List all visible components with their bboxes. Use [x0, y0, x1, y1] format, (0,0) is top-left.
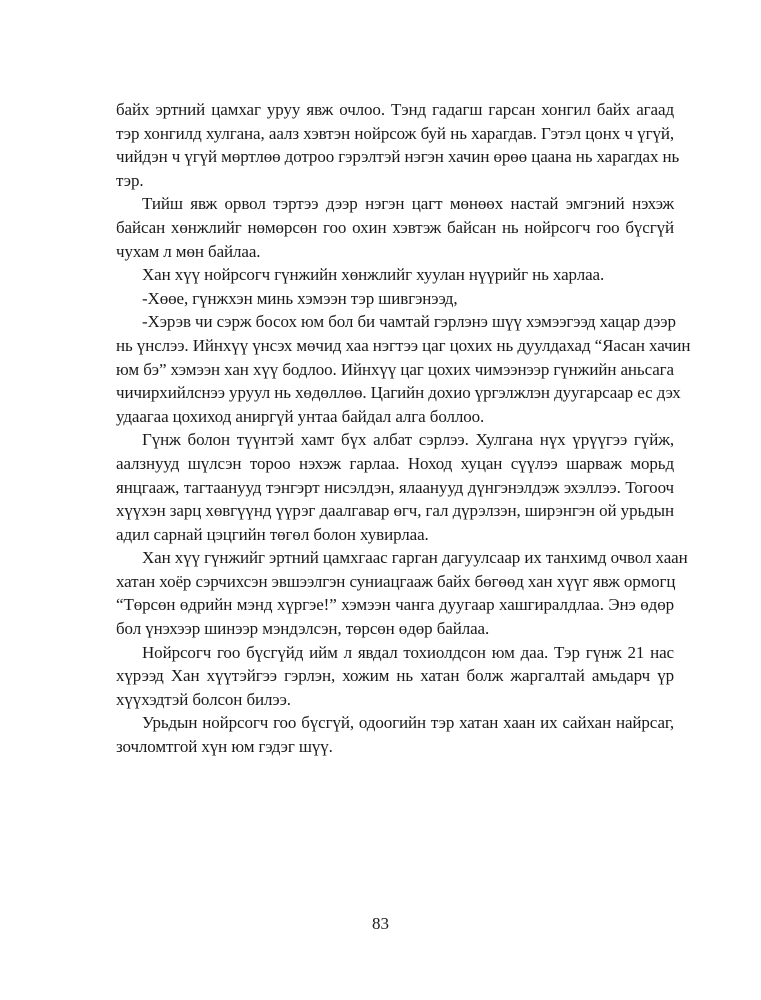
- body-text: [116, 98, 691, 759]
- paragraph: [116, 192, 674, 263]
- page-number: 83: [372, 914, 389, 933]
- text-line: тэр хонгилд хулгана, аалз хэвтэн нойрсож буй нь харагдав. Гэтэл цонх ч үгүй,: [116, 123, 674, 143]
- text-line: удаагаа цохиход аниргүй унтаа байдал алга боллоо.: [116, 406, 485, 426]
- text-line: чийдэн ч үгүй мөртлөө дотроо гэрэлтэй нэгэн хачин өрөө цаана нь харагдах нь: [116, 147, 680, 167]
- paragraph: [116, 263, 674, 287]
- paragraph: [116, 310, 691, 428]
- text-line: аалзнууд шүлсэн тороо нэхэж гарлаа. Ноход хуцан сүүлээ шарваж морьд: [116, 453, 674, 473]
- text-line: Хан хүү нойрсогч гүнжийн хөнжлийг хуулан нүүрийг нь харлаа.: [142, 265, 605, 285]
- text-line: Гүнж болон түүнтэй хамт бүх албат сэрлээ. Хулгана нүх үрүүгээ гүйж,: [142, 430, 674, 450]
- paragraph: [116, 546, 688, 640]
- text-line: хатан хоёр сэрчихсэн эвшээлгэн суниацгааж байх бөгөөд хан хүүг явж ормогц: [116, 571, 676, 591]
- text-line: “Төрсөн өдрийн мэнд хүргэе!” хэмээн чанга дуугаар хашгиралдлаа. Энэ өдөр: [116, 595, 674, 615]
- text-line: адил сарнай цэцгийн төгөл болон хувирлаа.: [116, 524, 429, 544]
- text-line: чухам л мөн байлаа.: [116, 241, 261, 261]
- paragraph: [116, 287, 674, 311]
- paragraph: [116, 98, 680, 192]
- text-line: зочломтгой хүн юм гэдэг шүү.: [116, 737, 333, 757]
- paragraph: [116, 428, 674, 546]
- text-line: байх эртний цамхаг уруу явж очлоо. Тэнд гадагш гарсан хонгил байх агаад: [116, 100, 674, 119]
- text-line: юм бэ” хэмээн хан хүү бодлоо. Ийнхүү цаг цохих чимээнээр гүнжийн аньсага: [116, 359, 674, 379]
- paragraph: [116, 641, 674, 712]
- text-line: Хан хүү гүнжийг эртний цамхгаас гарган дагуулсаар их танхимд очвол хаан: [142, 548, 688, 568]
- text-line: байсан хөнжлийг нөмөрсөн гоо охин хэвтэж байсан нь нойрсогч гоо бүсгүй: [116, 217, 674, 237]
- text-line: хүүхэн зарц хөвгүүнд үүрэг даалгавар өгч, гал дүрэлзэн, ширэнгэн ой урьдын: [116, 501, 674, 521]
- text-line: янцгааж, тагтаанууд тэнгэрт нисэлдэн, ялаанууд дүнгэнэлдэж эхэллээ. Тогооч: [116, 477, 674, 497]
- paragraph: [116, 711, 674, 758]
- text-line: тэр.: [116, 170, 144, 190]
- text-line: хүрээд Хан хүүтэйгээ гэрлэн, хожим нь хатан болж жаргалтай амьдарч үр: [116, 666, 674, 686]
- text-line: Урьдын нойрсогч гоо бүсгүй, одоогийн тэр хатан хаан их сайхан найрсаг,: [142, 713, 674, 733]
- text-line: чичирхийлснээ уруул нь хөдөллөө. Цагийн дохио үргэлжлэн дуугарсаар ес дэх: [116, 383, 681, 403]
- text-line: -Хэрэв чи сэрж босох юм бол би чамтай гэрлэнэ шүү хэмээгээд хацар дээр: [142, 312, 676, 332]
- text-line: Тийш явж орвол тэртээ дээр нэгэн цагт мөнөөх настай эмгэний нэхэж: [142, 194, 674, 214]
- text-line: хүүхэдтэй болсон билээ.: [116, 689, 291, 709]
- text-line: бол үнэхээр шинээр мэндэлсэн, төрсөн өдөр байлаа.: [116, 619, 490, 639]
- text-line: -Хөөе, гүнжхэн минь хэмээн тэр шивгэнээд,: [142, 288, 458, 308]
- text-line: Нойрсогч гоо бүсгүйд ийм л явдал тохиолдсон юм даа. Тэр гүнж 21 нас: [142, 642, 674, 662]
- text-line: нь үнслээ. Ийнхүү үнсэх мөчид хаа нэгтээ цаг цохих нь дуулдахад “Яасан хачин: [116, 335, 691, 355]
